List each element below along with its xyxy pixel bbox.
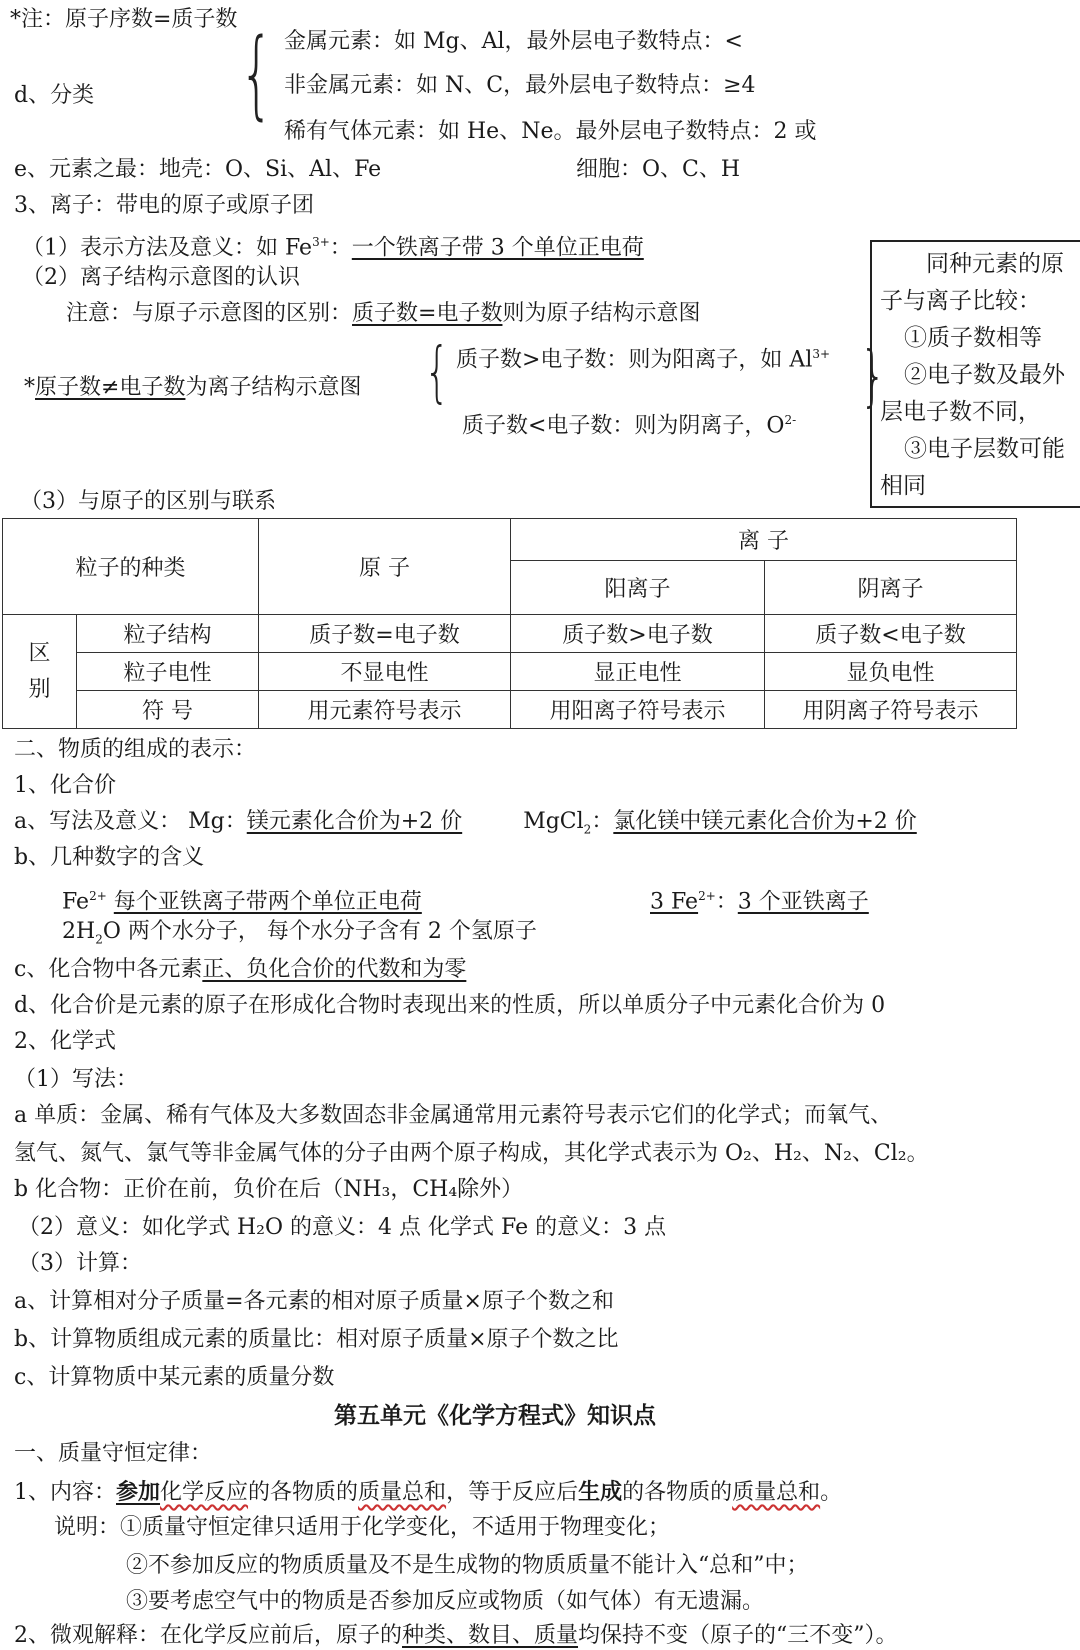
formula-meaning: （2）意义：如化学式 H₂O 的意义：4 点 化学式 Fe 的意义：3 点: [18, 1215, 667, 1240]
noble-gas-line: 稀有气体元素：如 He、Ne。最外层电子数特点：2 或: [284, 119, 817, 144]
classification-label: d、分类: [14, 83, 95, 108]
comparison-note-box: 同种元素的原 子与离子比较： ①质子数相等 ②电子数及最外 层电子数不同， ③电子层数可能 相同: [870, 240, 1080, 508]
table-cell: 显正电性: [511, 653, 765, 691]
ion-representation: （1）表示方法及意义：如 $Fe^{3+}$：一个铁离子带 3 个单位正电荷: [22, 235, 644, 261]
valence-heading: 1、化合价: [14, 773, 116, 798]
table-cell: 粒子结构: [77, 615, 259, 653]
formula-compound: b 化合物：正价在前，负价在后（NH₃，CH₄除外）: [14, 1177, 524, 1202]
formula-single-line1: a 单质：金属、稀有气体及大多数固态非金属通常用元素符号表示它们的化学式；而氧气、: [14, 1103, 893, 1128]
table-cell: 用阳离子符号表示: [511, 691, 765, 729]
calc-heading: （3）计算：: [18, 1251, 142, 1276]
formula-single-line2: 氢气、氮气、氯气等非金属气体的分子由两个原子构成，其化学式表示为 O₂、H₂、N₂、Cl₂。: [14, 1141, 929, 1166]
box-brace: }: [860, 337, 886, 414]
digit-meaning-heading: b、几种数字的含义: [14, 845, 205, 870]
table-header-anion: 阴离子: [765, 561, 1017, 615]
law-note-3: ③要考虑空气中的物质是否参加反应或物质（如气体）有无遗漏。: [126, 1589, 765, 1614]
table-header-atom: 原 子: [259, 519, 511, 615]
conservation-law-heading: 一、质量守恒定律：: [14, 1441, 213, 1466]
law-note-2: ②不参加反应的物质质量及不是生成物的物质质量不能计入“总和”中；: [126, 1553, 809, 1578]
unit5-title: 第五单元《化学方程式》知识点: [334, 1402, 656, 1429]
table-diff-label: 区 别: [3, 615, 77, 729]
table-cell: 质子数>电子数: [511, 615, 765, 653]
relation-heading: （3）与原子的区别与联系: [20, 489, 276, 514]
micro-explanation: 2、微观解释：在化学反应前后，原子的种类、数目、质量均保持不变（原子的“三不变”）。: [14, 1623, 898, 1648]
table-header-cation: 阳离子: [511, 561, 765, 615]
ion-rule-brace: {: [424, 333, 450, 410]
atom-ion-comparison-table: [2, 518, 1017, 729]
nonmetal-element-line: 非金属元素：如 N、C，最外层电子数特点：≥4: [284, 73, 756, 98]
element-extremes-crust: e、元素之最：地壳：O、Si、Al、Fe: [14, 157, 382, 182]
classification-brace: {: [239, 18, 274, 130]
note-atomic-number: *注：原子序数=质子数: [10, 7, 238, 32]
formula-heading: 2、化学式: [14, 1029, 116, 1054]
table-cell: 质子数<电子数: [765, 615, 1017, 653]
metal-element-line: 金属元素：如 Mg、Al，最外层电子数特点：<: [284, 29, 743, 54]
table-cell: 符 号: [77, 691, 259, 729]
table-cell: 显负电性: [765, 653, 1017, 691]
law-note-1: 说明：①质量守恒定律只适用于化学变化，不适用于物理变化；: [54, 1515, 671, 1540]
table-cell: 粒子电性: [77, 653, 259, 691]
anion-rule: 质子数<电子数：则为阴离子，$O^{2-}$: [462, 413, 797, 439]
calc-c: c、计算物质中某元素的质量分数: [14, 1365, 335, 1390]
table-row: [3, 653, 1017, 691]
table-cell: 不显电性: [259, 653, 511, 691]
table-header-kind: 粒子的种类: [3, 519, 259, 615]
valence-meaning: a、写法及意义： Mg：镁元素化合价为+2 价 MgCl$_2$：氯化镁中镁元素化合价为+2 价: [14, 809, 917, 837]
element-extremes-cell: 细胞：O、C、H: [576, 157, 741, 182]
table-cell: 质子数=电子数: [259, 615, 511, 653]
table-row: [3, 691, 1017, 729]
ion-diagram-heading: （2）离子结构示意图的认识: [22, 265, 300, 290]
ion-diagram-rule: *原子数≠电子数为离子结构示意图: [24, 375, 362, 400]
table-cell: 用阴离子符号表示: [765, 691, 1017, 729]
conservation-law-content: 1、内容：参加化学反应的各物质的质量总和，等于反应后生成的各物质的质量总和。: [14, 1479, 843, 1505]
calc-b: b、计算物质组成元素的质量比：相对原子质量×原子个数之比: [14, 1327, 619, 1352]
calc-a: a、计算相对分子质量=各元素的相对原子质量×原子个数之和: [14, 1289, 614, 1314]
three-fe2-meaning: 3 $Fe^{2+}$：3 个亚铁离子: [650, 889, 869, 915]
cation-rule: 质子数>电子数：则为阳离子，如 $Al^{3+}$: [456, 347, 831, 373]
table-cell: 用元素符号表示: [259, 691, 511, 729]
formula-write-heading: （1）写法：: [14, 1067, 138, 1092]
valence-element-zero: d、化合价是元素的原子在形成化合物时表现出来的性质，所以单质分子中元素化合价为 0: [14, 993, 886, 1018]
ion-diagram-note: 注意：与原子示意图的区别：质子数=电子数则为原子结构示意图: [66, 301, 701, 326]
part2-title: 二、物质的组成的表示：: [14, 737, 257, 762]
ion-title: 3、离子：带电的原子或原子团: [14, 193, 314, 218]
valence-sum-zero: c、化合物中各元素正、负化合价的代数和为零: [14, 957, 467, 982]
water-meaning: $2H_2O$ 两个水分子， 每个水分子含有 2 个氢原子: [62, 919, 537, 947]
table-header-ion: 离 子: [511, 519, 1017, 561]
fe2-meaning: $Fe^{2+}$ 每个亚铁离子带两个单位正电荷: [62, 889, 422, 915]
table-row: [3, 615, 1017, 653]
